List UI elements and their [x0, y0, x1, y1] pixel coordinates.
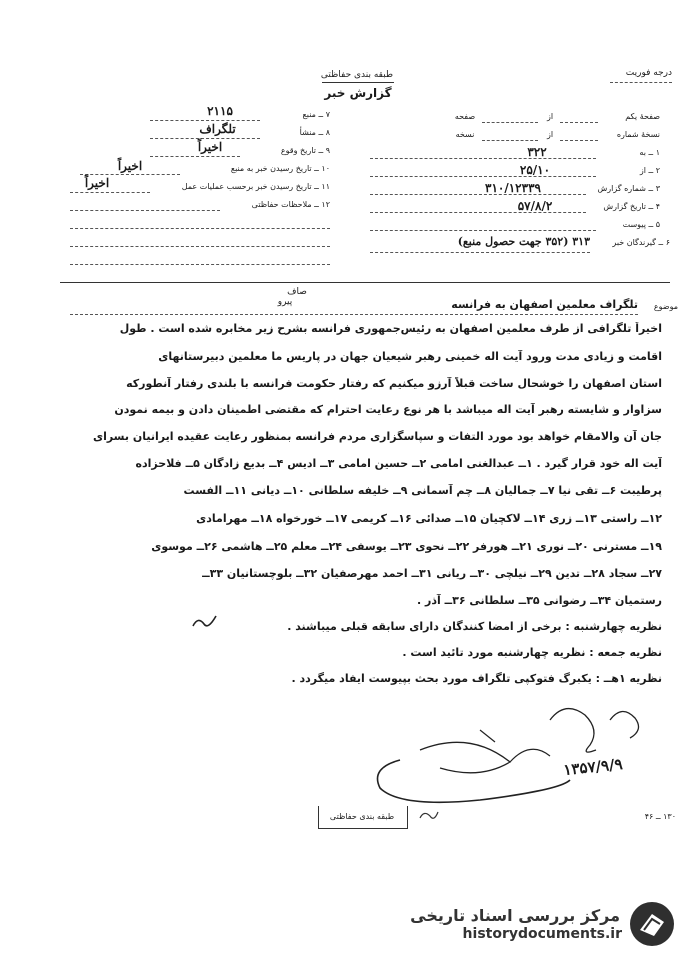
body-line: اخیراً تلگرافی از طرف معلمین اصفهان به رئیس‌جمهوری فرانسه بشرح زیر مخابره شده است . طول	[119, 322, 662, 335]
receipt-source-value: اخیراً	[117, 159, 143, 173]
safe-label: صاف	[287, 287, 307, 297]
stamp-mark	[418, 808, 440, 824]
blank-line-3	[70, 264, 330, 265]
origin-label: ۸ ــ منشأ	[299, 128, 330, 137]
body-line: ۱۹ــ مسترنی ۲۰ــ نوری ۲۱ــ هورفر ۲۲ــ نحوی ۲۳ــ یوسفی ۲۴ــ معلم ۲۵ــ هاشمی ۲۶ــ موسوی	[151, 540, 662, 553]
pirow-label: پیرو	[277, 297, 293, 307]
copy-end: نسخه	[455, 130, 475, 139]
security-notes-line	[70, 210, 220, 211]
copy-line-a	[560, 140, 598, 141]
priority-line	[610, 82, 672, 83]
body-line: ۱۲ــ راستی ۱۳ــ زری ۱۴ــ لاکچیان ۱۵ــ صدائی ۱۶ــ کریمی ۱۷ــ خورخواه ۱۸ــ مهرامادی	[196, 512, 662, 525]
field-from-label: ۲ ــ از	[639, 166, 660, 175]
recipients-value: ۳۱۳ (۳۵۲ جهت حصول منبع)	[457, 235, 590, 248]
subject-line	[70, 314, 638, 315]
report-number-label: ۳ ــ شماره گزارش	[597, 184, 660, 193]
classification-bottom-box	[318, 806, 408, 829]
classification-top: طبقه بندی حفاظتی	[320, 70, 394, 80]
body-line: پرطیبت ۶ــ تقی نیا ۷ــ جمالیان ۸ــ چم آسمانی ۹ــ خلیفه سلطانی ۱۰ــ دیانی ۱۱ــ الفست	[183, 484, 662, 497]
copy-label: نسخهٔ شماره	[616, 130, 660, 139]
classification-top-underline	[322, 82, 394, 83]
report-date-value: ۵۷/۸/۲	[517, 199, 553, 213]
report-title: گزارش خبر	[324, 86, 392, 100]
occurrence-date-line	[150, 156, 240, 157]
receipt-ops-label: ۱۱ ــ تاریخ رسیدن خبر برحسب عملیات عمل	[181, 182, 330, 191]
watermark-title: مرکز بررسی اسناد تاریخی	[410, 906, 620, 925]
field-from-value: ۲۵/۱۰	[519, 163, 551, 177]
copy-mid: از	[546, 130, 554, 139]
classification-bottom: طبقه بندی حفاظتی	[329, 812, 395, 821]
form-code: ۱۳۰ ــ ۴۶	[644, 812, 676, 821]
header-separator	[60, 282, 670, 283]
recipients-label: ۶ ــ گیرندگان خبر	[612, 238, 670, 247]
source-line	[150, 120, 260, 121]
field-to-label: ۱ ــ به	[639, 148, 660, 157]
check-mark-icon	[190, 612, 220, 634]
body-line: جان آن والامقام خواهد بود مورد التفات و سپاسگزاری مردم فرانسه بمنظور رعایت عقیده ایرانیان بسرای	[92, 430, 662, 443]
origin-value: تلگراف	[199, 122, 236, 136]
page-line-a	[560, 122, 598, 123]
attachment-line	[370, 230, 596, 231]
note-line: نظریه چهارشنبه : برخی از امضا کنندگان دارای سابقه قبلی میباشند .	[287, 620, 662, 633]
attachment-label: ۵ ــ پیوست	[622, 220, 660, 229]
page-mid: از	[546, 112, 554, 121]
body-line: اقامت و زیادی مدت ورود آیت اله خمینی رهبر شیعیان جهان در پاریس ما معلمین دبیرستانهای	[158, 350, 662, 363]
occurrence-date-value: اخیراً	[197, 140, 223, 154]
body-line: آیت اله خود قرار گیرد . ۱ــ عبدالغنی امامی ۲ــ حسین امامی ۳ــ ادیس ۴ــ بدیع زادگان ۵ــ فلاحزاده	[135, 457, 662, 470]
security-notes-label: ۱۲ ــ ملاحظات حفاظتی	[251, 200, 330, 209]
occurrence-date-label: ۹ ــ تاریخ وقوع	[280, 146, 330, 155]
field-to-line	[370, 158, 596, 159]
receipt-source-line	[80, 174, 180, 175]
recipients-line	[370, 252, 590, 253]
subject-label: موضوع	[653, 302, 678, 311]
subject-value: تلگراف معلمین اصفهان به فرانسه	[451, 298, 638, 311]
note-line: نظریه ۱هــ : یکبرگ فتوکپی تلگراف مورد بحث بپیوست ایفاد میگردد .	[291, 672, 662, 685]
watermark-url: historydocuments.ir	[462, 926, 622, 942]
body-line: رستمیان ۳۴ــ رضوانی ۳۵ــ سلطانی ۳۶ــ آذر .	[417, 594, 662, 607]
source-value: ۲۱۱۵	[207, 104, 233, 118]
page-label: صفحهٔ یکم	[625, 112, 660, 121]
report-date-label: ۴ ــ تاریخ گزارش	[603, 202, 660, 211]
report-number-value: ۳۱۰/۱۲۳۳۹	[485, 181, 541, 195]
body-line: استان اصفهان را خوشحال ساخت قبلاً آرزو میکنیم که رفتار حکومت فرانسه با بلندی رفتار آنطورکه	[126, 377, 662, 390]
source-label: ۷ ــ منبع	[302, 110, 330, 119]
field-to-value: ۳۲۲	[527, 145, 547, 159]
blank-line-2	[70, 246, 330, 247]
priority-label: درجه فوریت	[625, 68, 672, 78]
signature-date: ۱۳۵۷/۹/۹	[562, 754, 624, 780]
receipt-source-label: ۱۰ ــ تاریخ رسیدن خبر به منبع	[230, 164, 330, 173]
note-line: نظریه جمعه : نظریه چهارشنبه مورد تائید است .	[402, 646, 662, 659]
page-end: صفحه	[454, 112, 476, 121]
copy-line-b	[482, 140, 538, 141]
book-logo-icon	[628, 900, 676, 948]
receipt-ops-line	[70, 192, 150, 193]
origin-line	[150, 138, 260, 139]
receipt-ops-value: اخیراً	[84, 176, 110, 190]
page-line-b	[482, 122, 538, 123]
body-line: ۲۷ــ سجاد ۲۸ــ تدین ۲۹ــ نیلچی ۳۰ــ ریانی ۳۱ــ احمد مهرصفیان ۳۲ــ بلوچستانیان ۳۳ــ	[202, 567, 662, 580]
blank-line-1	[70, 228, 330, 229]
body-line: سزاوار و شایسته رهبر آیت اله میباشد با هر نوع رعایت احترام که مقتضی اطمینان دادن و بیمه نمودن	[114, 403, 662, 416]
